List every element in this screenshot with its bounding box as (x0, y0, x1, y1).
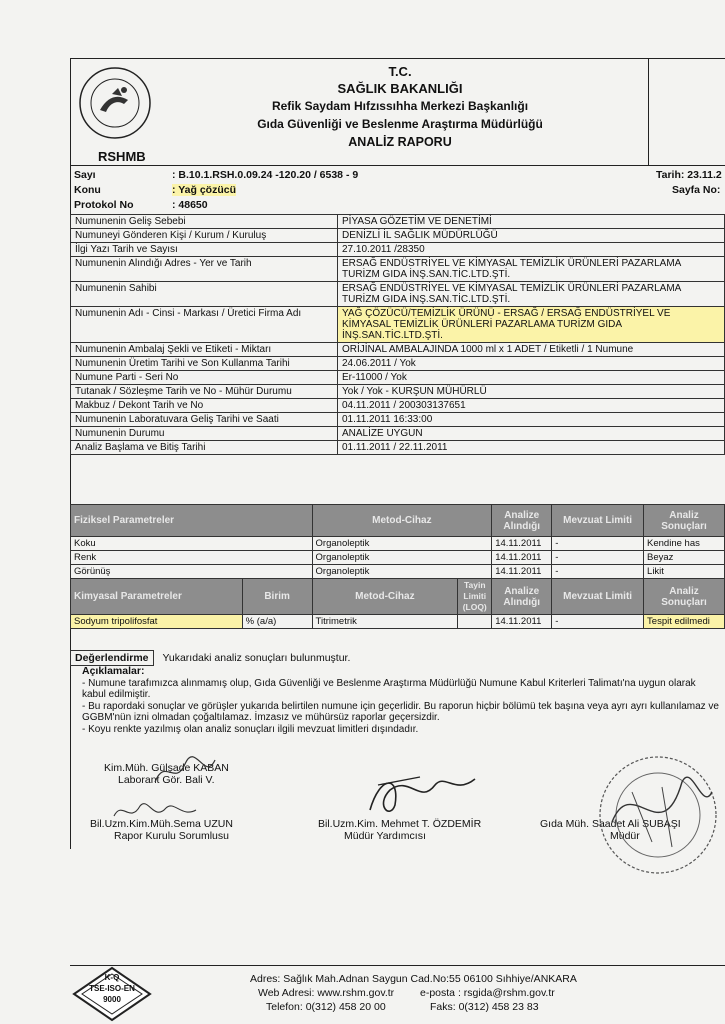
physical-row (71, 551, 725, 565)
footer-address: Adres: Sağlık Mah.Adnan Saygun Cad.No:55 06100 Sıhhiye/ANKARA (250, 973, 577, 985)
physical-row (71, 565, 725, 579)
evaluation-row (70, 650, 350, 666)
chemical-cell-r: Tespit edilmedi (644, 615, 725, 629)
info-label: Numuneyi Gönderen Kişi / Kurum / Kuruluş (71, 229, 338, 243)
info-label: Tutanak / Sözleşme Tarih ve No - Mühür Durumu (71, 385, 338, 399)
chemical-cell-l: - (552, 615, 644, 629)
chemical-cell-u: % (a/a) (242, 615, 312, 629)
info-row (71, 229, 725, 243)
info-row (71, 441, 725, 455)
physical-cell-r: Beyaz (644, 551, 725, 565)
note-2: - Bu rapordaki sonuçlar ve görüşler yukarıda belirtilen numune için geçerlidir. Bu raporun hiçbir bölümü tek başına veya ayrı ayrı kullanılamaz ve GGBM'nün izni olmadan çoğaltılamaz. İmzasız ve mühürsüz raporlar geçersizdir. (82, 700, 719, 723)
info-value: ANALİZE UYGUN (338, 427, 725, 441)
info-value: YAĞ ÇÖZÜCÜ/TEMİZLİK ÜRÜNÜ - ERSAĞ / ERSAĞ ENDÜSTRİYEL VE KİMYASAL TEMİZLİK ÜRÜNLERİ PAZARLAMA TURİZM GIDA İNŞ.SAN.TİC.LTD.ŞTİ. (338, 307, 725, 343)
signature-4-name: Gıda Müh. Saadet Ali SUBAŞI (540, 818, 681, 830)
note-3: - Koyu renkte yazılmış olan analiz sonuçları ilgili mevzuat limitleri dışındadır. (82, 723, 419, 735)
physical-cell-d: 14.11.2011 (492, 551, 552, 565)
info-label: Makbuz / Dekont Tarih ve No (71, 399, 338, 413)
info-row (71, 399, 725, 413)
notes-title: Açıklamalar: (82, 665, 145, 677)
chemical-method-header: Metod-Cihaz (312, 579, 458, 615)
info-value: DENİZLİ İL SAĞLIK MÜDÜRLÜĞÜ (338, 229, 725, 243)
protokol-value: : 48650 (172, 199, 208, 211)
physical-result-header: Analiz Sonuçları (644, 505, 725, 537)
konu-value: : Yağ çözücü (172, 184, 236, 196)
info-label: İlgi Yazı Tarih ve Sayısı (71, 243, 338, 257)
physical-cell-p: Renk (71, 551, 313, 565)
chemical-cell-m: Titrimetrik (312, 615, 458, 629)
physical-cell-m: Organoleptik (312, 551, 492, 565)
physical-method-header: Metod-Cihaz (312, 505, 492, 537)
footer-email: e-posta : rsgida@rshm.gov.tr (420, 987, 555, 999)
signature-3-scribble-icon (360, 765, 480, 825)
physical-cell-p: Koku (71, 537, 313, 551)
info-label: Analiz Başlama ve Bitiş Tarihi (71, 441, 338, 455)
physical-date-header: Analize Alındığı (492, 505, 552, 537)
info-value: ERSAĞ ENDÜSTRİYEL VE KİMYASAL TEMİZLİK ÜRÜNLERİ PAZARLAMA TURİZM GIDA İNŞ.SAN.TİC.LTD.ŞTİ. (338, 282, 725, 307)
chemical-result-header: Analiz Sonuçları (644, 579, 725, 615)
badge-mid-text: TSE-ISO-EN (89, 984, 135, 993)
footer-phone: Telefon: 0(312) 458 20 00 (266, 1001, 386, 1013)
physical-cell-l: - (552, 565, 644, 579)
physical-cell-l: - (552, 537, 644, 551)
info-row (71, 413, 725, 427)
konu-label: Konu (74, 184, 101, 196)
info-label: Numunenin Geliş Sebebi (71, 215, 338, 229)
info-row (71, 307, 725, 343)
physical-cell-p: Görünüş (71, 565, 313, 579)
chemical-cell-p: Sodyum tripolifosfat (71, 615, 243, 629)
footer-fax: Faks: 0(312) 458 23 83 (430, 1001, 539, 1013)
signature-1-name: Kim.Müh. Gülşade KABAN (104, 762, 229, 774)
note-1: - Numune tarafımızca alınmamış olup, Gıda Güvenliği ve Beslenme Araştırma Müdürlüğü Numune Kabul Kriterleri Talimatı'na uygun olarak kabul edilmiştir. (82, 677, 696, 700)
info-row (71, 427, 725, 441)
rshmb-logo-icon (78, 66, 152, 140)
info-label: Numunenin Sahibi (71, 282, 338, 307)
chemical-cell-q (458, 615, 492, 629)
signature-4-title: Müdür (610, 830, 640, 842)
badge-top-text: K-Q (104, 973, 120, 982)
footer-divider (70, 965, 725, 966)
chemical-date-header: Analize Alındığı (492, 579, 552, 615)
chemical-param-header: Kimyasal Parametreler (71, 579, 243, 615)
physical-row (71, 537, 725, 551)
info-value: 27.10.2011 /28350 (338, 243, 725, 257)
info-row (71, 371, 725, 385)
chemical-limit-header: Mevzuat Limiti (552, 579, 644, 615)
chemical-loq-header: Tayin Limiti (LOQ) (458, 579, 492, 615)
sayi-label: Sayı (74, 169, 96, 181)
chemical-row (71, 615, 725, 629)
physical-limit-header: Mevzuat Limiti (552, 505, 644, 537)
info-label: Numunenin Durumu (71, 427, 338, 441)
signature-2-name: Bil.Uzm.Kim.Müh.Sema UZUN (90, 818, 233, 830)
physical-cell-d: 14.11.2011 (492, 565, 552, 579)
sample-info-table (70, 214, 725, 455)
official-seal-icon (592, 752, 722, 878)
chemical-unit-header: Birim (242, 579, 312, 615)
protokol-label: Protokol No (74, 199, 134, 211)
evaluation-text: Yukarıdaki analiz sonuçları bulunmuştur. (162, 652, 351, 664)
parameters-table (70, 504, 725, 629)
info-row (71, 385, 725, 399)
header-directorate: Gıda Güvenliği ve Beslenme Araştırma Müdürlüğü (257, 117, 543, 131)
physical-cell-d: 14.11.2011 (492, 537, 552, 551)
signature-1-title: Laborant Gör. Bali V. (118, 774, 215, 786)
header-tc: T.C. (388, 64, 412, 79)
info-row (71, 357, 725, 371)
physical-cell-l: - (552, 551, 644, 565)
badge-bottom-text: 9000 (103, 995, 121, 1004)
info-value: PİYASA GÖZETİM VE DENETİMİ (338, 215, 725, 229)
info-row (71, 243, 725, 257)
sayi-value: : B.10.1.RSH.0.09.24 -120.20 / 6538 - 9 (172, 169, 359, 181)
info-label: Numune Parti - Seri No (71, 371, 338, 385)
header-right-box (648, 58, 725, 166)
info-value: 01.11.2011 / 22.11.2011 (338, 441, 725, 455)
info-label: Numunenin Alındığı Adres - Yer ve Tarih (71, 257, 338, 282)
info-row (71, 282, 725, 307)
info-label: Numunenin Üretim Tarihi ve Son Kullanma Tarihi (71, 357, 338, 371)
info-row (71, 215, 725, 229)
notes-section (82, 666, 722, 735)
evaluation-label: Değerlendirme (70, 650, 154, 666)
chemical-cell-d: 14.11.2011 (492, 615, 552, 629)
signature-3-title: Müdür Yardımcısı (344, 830, 426, 842)
tse-iso-badge-text (72, 972, 152, 1005)
physical-cell-m: Organoleptik (312, 537, 492, 551)
info-value: 01.11.2011 16:33:00 (338, 413, 725, 427)
physical-cell-r: Kendine has (644, 537, 725, 551)
header-presidency: Refik Saydam Hıfzıssıhha Merkezi Başkanlığı (271, 99, 529, 113)
signature-2-scribble-icon (110, 796, 200, 826)
info-value: 04.11.2011 / 200303137651 (338, 399, 725, 413)
info-label: Numunenin Laboratuvara Geliş Tarihi ve Saati (71, 413, 338, 427)
footer-web: Web Adresi: www.rshm.gov.tr (258, 987, 395, 999)
physical-param-header: Fiziksel Parametreler (71, 505, 313, 537)
info-value: ERSAĞ ENDÜSTRİYEL VE KİMYASAL TEMİZLİK ÜRÜNLERİ PAZARLAMA TURİZM GIDA İNŞ.SAN.TİC.LTD.ŞTİ. (338, 257, 725, 282)
info-value: Yok / Yok - KURŞUN MÜHÜRLÜ (338, 385, 725, 399)
info-row (71, 257, 725, 282)
info-value: 24.06.2011 / Yok (338, 357, 725, 371)
logo-label: RSHMB (98, 149, 146, 164)
info-label: Numunenin Adı - Cinsi - Markası / Üretici Firma Adı (71, 307, 338, 343)
info-value: Er-11000 / Yok (338, 371, 725, 385)
signature-1-scribble-icon (150, 752, 220, 792)
physical-cell-m: Organoleptik (312, 565, 492, 579)
physical-cell-r: Likit (644, 565, 725, 579)
info-row (71, 343, 725, 357)
sayfa-value: Sayfa No: (672, 184, 721, 196)
signature-3-name: Bil.Uzm.Kim. Mehmet T. ÖZDEMİR (318, 818, 482, 830)
signature-2-title: Rapor Kurulu Sorumlusu (114, 830, 229, 842)
tarih-value: Tarih: 23.11.2 (656, 169, 722, 181)
header-divider (70, 165, 725, 166)
header-ministry: SAĞLIK BAKANLIĞI (337, 81, 463, 96)
report-title: ANALİZ RAPORU (348, 135, 452, 149)
info-label: Numunenin Ambalaj Şekli ve Etiketi - Miktarı (71, 343, 338, 357)
info-value: ORİJİNAL AMBALAJINDA 1000 ml x 1 ADET / Etiketli / 1 Numune (338, 343, 725, 357)
